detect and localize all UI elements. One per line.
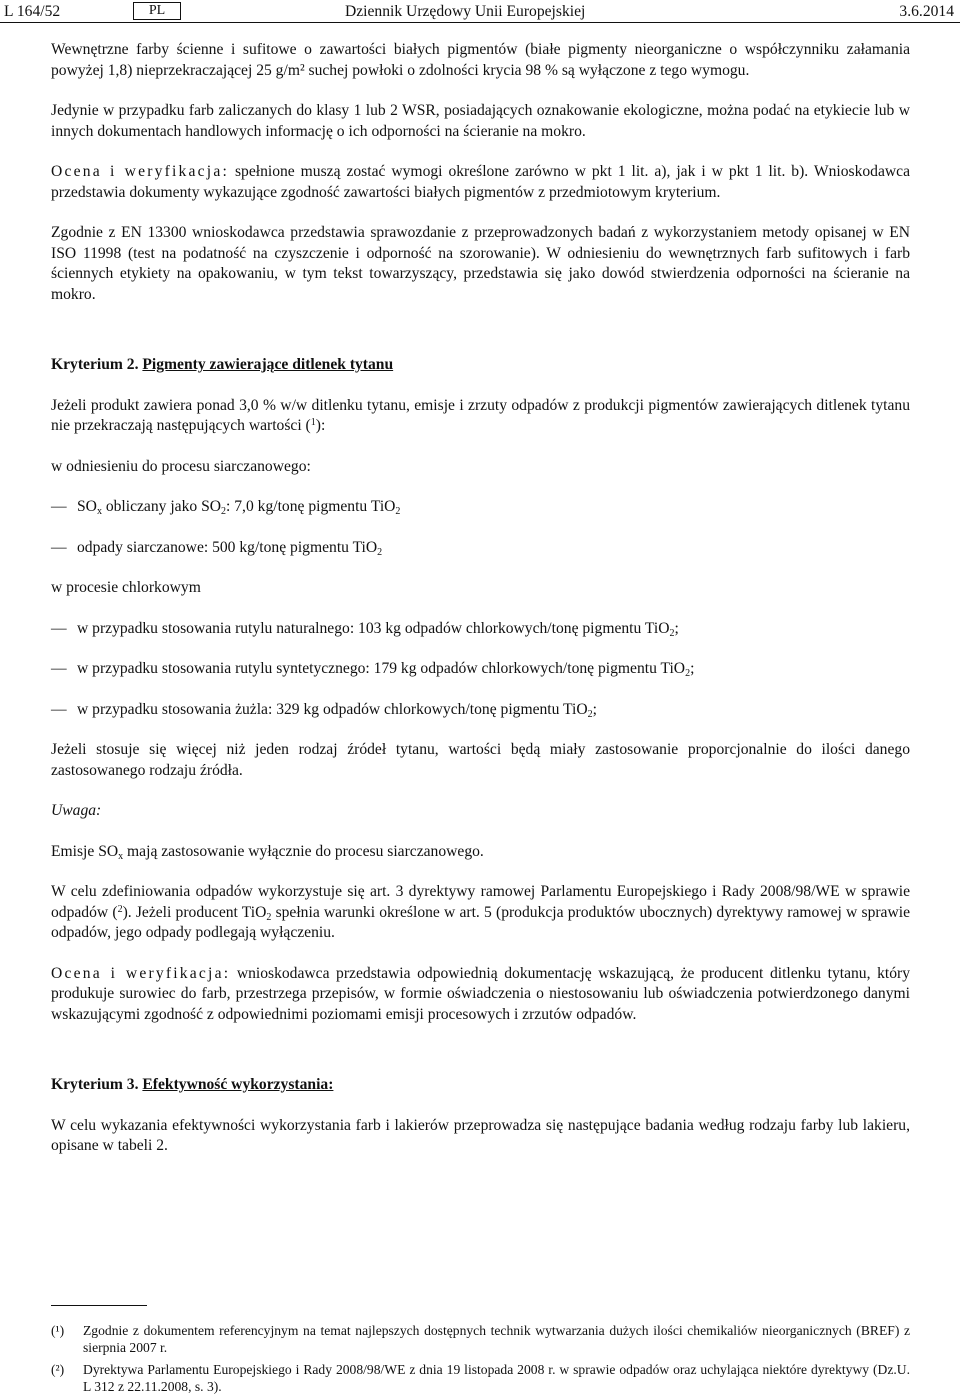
paragraph-chloride-process: w procesie chlorkowym <box>51 579 201 596</box>
journal-title: Dziennik Urzędowy Unii Europejskiej <box>345 3 586 20</box>
dash-mark: — <box>51 498 67 515</box>
dash-mark: — <box>51 619 67 637</box>
footnote-number: (²) <box>51 1362 65 1377</box>
footnote-1 <box>51 1322 910 1356</box>
paragraph-waste-definition: W celu zdefiniowania odpadów wykorzystuje się art. 3 dyrektywy ramowej Parlamentu Europejskiego i Rady 2008/98/WE w sprawie odpadów ($^2$). Jeżeli producent TiO$_2$ spełnia warunki określone w art. 5 (produkcja produktów ubocznych) dyrektywy ramowej w sprawie odpadów, jego odpady podlegają wyłączeniu. <box>51 883 910 941</box>
list-item-slag: — w przypadku stosowania żużla: 329 kg odpadów chlorkowych/tonę pigmentu TiO$_2$; <box>51 700 597 720</box>
paragraph-white-pigment-exemption: Wewnętrzne farby ścienne i sufitowe o zawartości białych pigmentów (białe pigmenty nieorganiczne o współczynniku załamania powyżej 1,8) nieprzekraczającej 25 g/m² suchej powłoki o zdolności krycia 98 % są wyłączone z tego wymogu. <box>51 41 910 79</box>
document-body <box>51 40 910 1157</box>
criterion-label: Kryterium 2. <box>51 356 139 373</box>
criterion-title: Efektywność wykorzystania: <box>142 1076 334 1093</box>
dash-mark: — <box>51 700 67 718</box>
footnote-number: (¹) <box>51 1323 65 1338</box>
page-header <box>0 0 960 22</box>
paragraph-tio2-limits: Jeżeli produkt zawiera ponad 3,0 % w/w ditlenku tytanu, emisje i zrzuty odpadów z produkcji pigmentów zawierających ditlenek tytanu nie przekraczają następujących wartości ($^1$): <box>51 396 910 434</box>
footnote-text: Dyrektywa Parlamentu Europejskiego i Rady 2008/98/WE z dnia 19 listopada 2008 r. w sprawie odpadów oraz uchylająca niektóre dyrektywy (Dz.U. L 312 z 22.11.2008, s. 3). <box>83 1362 910 1394</box>
assessment-text: spełnione muszą zostać wymogi określone zarówno w pkt 1 lit. a), jak i w pkt 1 lit. b). Wnioskodawca przedstawia dokumenty wykazujące zgodność zawartości białych pigmentów z przedmiotowym kryterium. <box>51 163 910 201</box>
publication-date: 3.6.2014 <box>899 3 954 20</box>
note-label: Uwaga: <box>51 802 102 819</box>
criterion-title: Pigmenty zawierające ditlenek tytanu <box>142 356 394 373</box>
assessment-label: Ocena i weryfikacja: <box>51 964 231 982</box>
list-item-sox: — $SO_x$ obliczany jako $SO_2$: 7,0 kg/tonę pigmentu TiO$_2$ <box>51 498 401 517</box>
list-item-synthetic-rutile: — w przypadku stosowania rutylu syntetycznego: 179 kg odpadów chlorkowych/tonę pigmentu TiO$_2$; <box>51 660 695 679</box>
footnote-ref-1: 1 <box>310 417 316 428</box>
page-reference: L 164/52 <box>4 3 61 20</box>
paragraph-assessment-2 <box>51 964 910 1026</box>
list-item-sulphate-waste: — odpady siarczanowe: 500 kg/tonę pigmentu TiO$_2$ <box>51 538 383 558</box>
assessment-label: Ocena i weryfikacja: <box>51 163 229 180</box>
footnote-ref-2: 2 <box>117 903 123 915</box>
paragraph-assessment-1 <box>51 162 910 203</box>
criterion-3-heading <box>51 1075 910 1096</box>
footnote-2 <box>51 1361 910 1395</box>
footnotes <box>51 1322 910 1400</box>
paragraph-efficiency: W celu wykazania efektywności wykorzystania farb i lakierów przeprowadza się następujące badania według rodzaju farby lub lakieru, opisane w tabeli 2. <box>51 1116 910 1154</box>
dash-mark: — <box>51 538 67 556</box>
paragraph-sulphate-process: w odniesieniu do procesu siarczanowego: <box>51 457 311 475</box>
paragraph-en-13300: Zgodnie z EN 13300 wnioskodawca przedstawia sprawozdanie z przeprowadzonych badań z wykorzystaniem metody opisanej w EN ISO 11998 (test na podatność na czyszczenie i odporność na szorowanie). W odniesieniu do wewnętrznych farb sufitowych i farb ściennych etykiety na opakowaniu, w tym tekst towarzyszący, przedstawia się jako dowód stwierdzenia odporności na ścieranie na mokro. <box>51 224 910 303</box>
criterion-2-heading <box>51 355 910 376</box>
paragraph-wsr-class: Jedynie w przypadku farb zaliczanych do klasy 1 lub 2 WSR, posiadających oznakowanie ekologiczne, można podać na etykiecie lub w innych dokumentach handlowych informację o ich odporności na ścieranie na mokro. <box>51 102 910 140</box>
paragraph-sox-note: Emisje $SO_x$ mają zastosowanie wyłącznie do procesu siarczanowego. <box>51 842 484 862</box>
list-item-natural-rutile: — w przypadku stosowania rutylu naturalnego: 103 kg odpadów chlorkowych/tonę pigmentu TiO$_2$; <box>51 619 679 639</box>
footnote-rule <box>51 1305 147 1306</box>
paragraph-proportional: Jeżeli stosuje się więcej niż jeden rodzaj źródeł tytanu, wartości będą miały zastosowanie proporcjonalnie do ilości danego zastosowanego rodzaju źródła. <box>51 741 910 779</box>
language-box: PL <box>133 2 181 20</box>
dash-mark: — <box>51 660 67 677</box>
criterion-label: Kryterium 3. <box>51 1076 139 1093</box>
footnote-text: Zgodnie z dokumentem referencyjnym na temat najlepszych dostępnych technik wytwarzania dużych ilości chemikaliów nieorganicznych (BREF) z sierpnia 2007 r. <box>83 1323 910 1355</box>
header-rule <box>0 22 960 23</box>
assessment-text: wnioskodawca przedstawia odpowiednią dokumentację wskazującą, że producent ditlenku tytanu, który produkuje surowiec do farb, przestrzega przepisów, w formie oświadczenia o niestosowaniu lub oświadczenia potwierdzonego danymi wskazującymi zgodność z odpowiednimi poziomami emisji procesowych i zrzutów odpadów. <box>51 964 910 1023</box>
